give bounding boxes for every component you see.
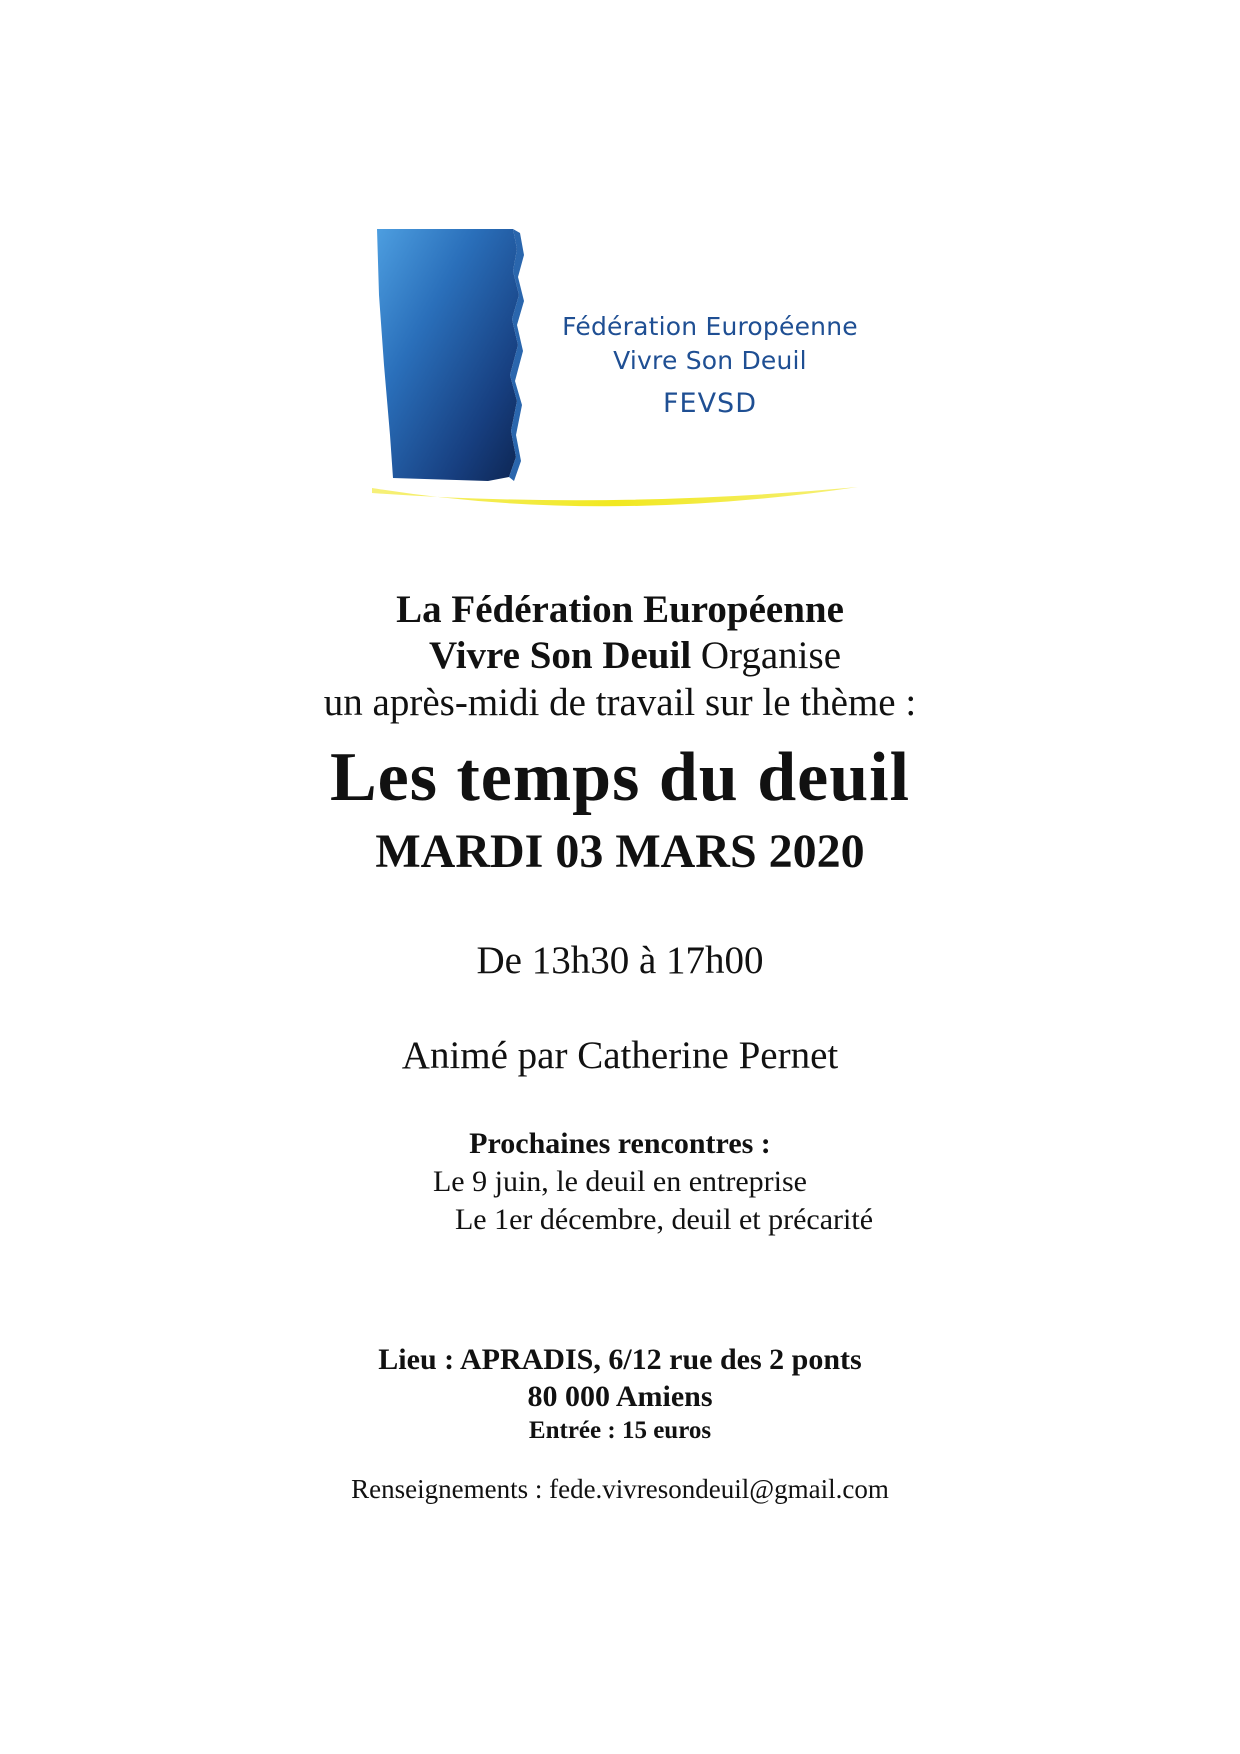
intro-line-1: La Fédération Européenne <box>396 588 844 631</box>
intro-line-3: un après-midi de travail sur le thème : <box>323 681 917 724</box>
location-address: Lieu : APRADIS, 6/12 rue des 2 ponts <box>378 1343 862 1376</box>
logo-name-line2: Vivre Son Deuil <box>613 346 807 375</box>
event-date: MARDI 03 MARS 2020 <box>375 825 865 878</box>
entry-price: Entrée : 15 euros <box>528 1417 712 1444</box>
next-meetings-heading: Prochaines rencontres : <box>469 1127 771 1160</box>
next-meeting-item: Le 1er décembre, deuil et précarité <box>454 1203 874 1236</box>
intro-line-2-rest: Organise <box>691 634 842 677</box>
logo-text <box>540 310 880 419</box>
intro-line-2-bold: Vivre Son Deuil <box>428 634 692 677</box>
event-hours: De 13h30 à 17h00 <box>476 939 764 982</box>
logo-acronym: FEVSD <box>663 388 757 419</box>
intro-line-2 <box>0 633 1240 678</box>
event-title: Les temps du deuil <box>329 739 911 816</box>
logo-swoosh <box>372 487 858 506</box>
logo-block-shape <box>377 229 519 481</box>
next-meeting-item: Le 9 juin, le deuil en entreprise <box>432 1165 808 1198</box>
event-animator: Animé par Catherine Pernet <box>401 1034 839 1077</box>
contact-info: Renseignements : fede.vivresondeuil@gmail.com <box>351 1474 889 1504</box>
location-city: 80 000 Amiens <box>527 1380 713 1413</box>
logo-name-line1: Fédération Européenne <box>562 312 858 341</box>
